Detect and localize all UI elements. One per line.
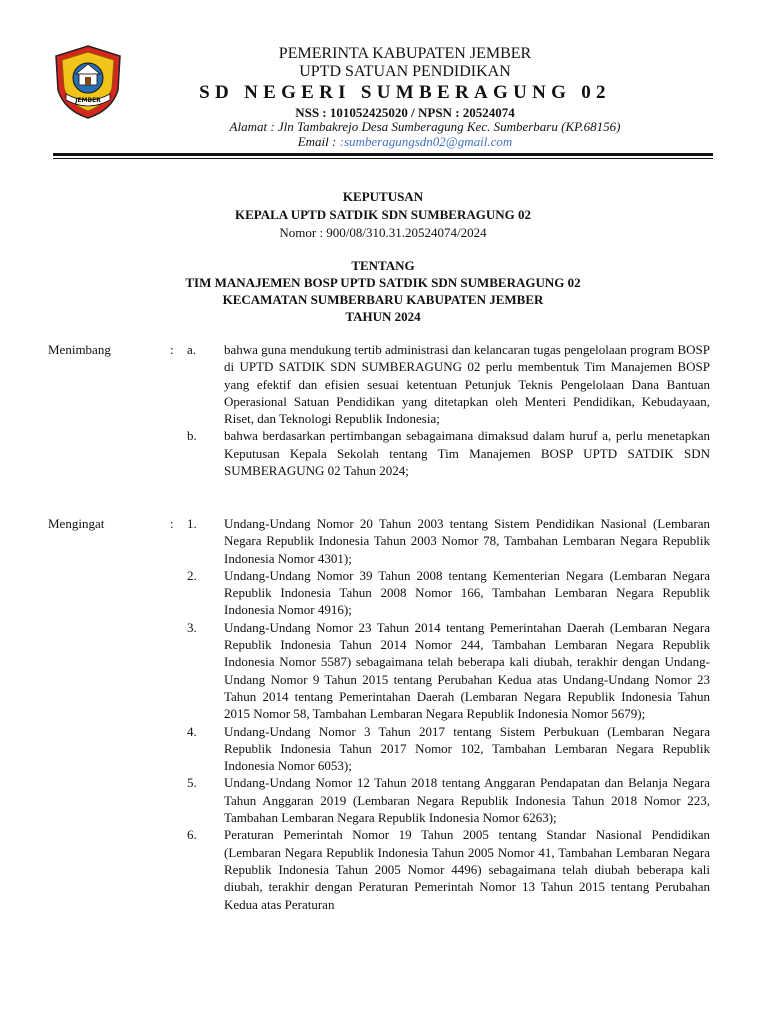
decree-about: TENTANG [351, 258, 415, 273]
item-text: Peraturan Pemerintah Nomor 19 Tahun 2005 tentang Standar Nasional Pendidikan (Lembaran Negara Republik Indonesia Tahun 2005 Nomor 41, Tambahan Lembaran Negara Republik Indonesia Tahun 2005 Nomor 4496) sebagaimana telah diubah beberapa kali diubah, terakhir dengan Peraturan Pemerintah Nomor 13 Tahun 2015 tentang Perubahan Kedua atas Peraturan [224, 827, 710, 912]
item-text: Undang-Undang Nomor 3 Tahun 2017 tentang Sistem Perbukuan (Lembaran Negara Republik Indonesia Tahun 2017 Nomor 102, Tambahan Lembaran Negara Republik Indonesia Nomor 6053); [224, 723, 710, 774]
email-label: Email : [297, 134, 340, 149]
item-marker: 5. [187, 775, 197, 791]
decree-topic-line-1: TIM MANAJEMEN BOSP UPTD SATDIK SDN SUMBERAGUNG 02 [185, 275, 581, 290]
school-email-line [140, 134, 670, 150]
letterhead-unit-line: UPTD SATUAN PENDIDIKAN [299, 63, 511, 80]
school-address: Alamat : Jln Tambakrejo Desa Sumberagung Kec. Sumberbaru (KP.68156) [229, 119, 621, 134]
item-marker: 6. [187, 827, 197, 843]
item-text: Undang-Undang Nomor 20 Tahun 2003 tentang Sistem Pendidikan Nasional (Lembaran Negara Republik Indonesia Tahun 2003 Nomor 78, Tambahan Lembaran Negara Republik Indonesia Nomor 4301); [224, 516, 710, 566]
logo-text: JEMBER [75, 97, 101, 104]
item-text: bahwa guna mendukung tertib administrasi dan kelancaran tugas pengelolaan program BOSP di UPTD SATDIK SDN SUMBERAGUNG 02 perlu membentuk Tim Manajemen BOSP yang efektif dan efisien sesuai ketentuan Petunjuk Teknis Pengelolaan Dana Bantuan Operasional Satuan Pendidikan yang ditetapkan oleh Menteri Pendidikan, Kebudayaan, Riset, dan Teknologi Republik Indonesia; [224, 342, 710, 427]
jember-regency-logo-icon [52, 44, 124, 120]
mengingat-colon: : [170, 516, 174, 531]
decree-subheading: KEPALA UPTD SATDIK SDN SUMBERAGUNG 02 [234, 207, 532, 222]
item-marker: 2. [187, 567, 197, 583]
decree-heading: KEPUTUSAN [342, 189, 424, 204]
item-text: Undang-Undang Nomor 12 Tahun 2018 tentang Anggaran Pendapatan dan Belanja Negara Tahun Anggaran 2019 (Lembaran Negara Republik Indonesia Tahun 2018 Nomor 223, Tambahan Lembaran Negara Republik Indonesia Nomor 6263); [224, 775, 710, 826]
item-text: Undang-Undang Nomor 39 Tahun 2008 tentang Kementerian Negara (Lembaran Negara Republik Indonesia Tahun 2008 Nomor 166, Tambahan Lembaran Negara Republik Indonesia Nomor 4916); [224, 567, 710, 618]
decree-number: Nomor : 900/08/310.31.20524074/2024 [279, 225, 487, 240]
menimbang-item [187, 427, 710, 479]
mengingat-item [187, 826, 710, 912]
mengingat-item [187, 723, 710, 775]
item-text: bahwa berdasarkan pertimbangan sebagaimana dimaksud dalam huruf a, perlu menetapkan Keputusan Kepala Sekolah tentang Tim Manajemen BOSP UPTD SATDIK SDN SUMBERAGUNG 02 Tahun 2024; [224, 428, 710, 479]
letterhead-divider-thin [53, 158, 713, 159]
mengingat-item [187, 774, 710, 826]
item-text: Undang-Undang Nomor 23 Tahun 2014 tentang Pemerintahan Daerah (Lembaran Negara Republik Indonesia Tahun 2014 Nomor 244, Tambahan Lembaran Negara Republik Indonesia Nomor 5587) sebagaimana telah beberapa kali diubah, terakhir dengan Undang-Undang Nomor 9 Tahun 2015 tentang Perubahan Kedua atas Undang-Undang Nomor 23 Tahun 2014 tentang Pemerintahan Daerah (Lembaran Negara Republik Indonesia Tahun 2015 Nomor 58, Tambahan Lembaran Negara Republik Indonesia Nomor 5679); [224, 619, 710, 722]
school-name: SD NEGERI SUMBERAGUNG 02 [199, 82, 611, 103]
mengingat-item [187, 567, 710, 619]
decree-topic-line-3: TAHUN 2024 [345, 309, 421, 324]
email-link[interactable]: :sumberagungsdn02@gmail.com [339, 134, 513, 149]
mengingat-section [48, 515, 710, 913]
item-marker: a. [187, 342, 197, 357]
menimbang-item [187, 341, 710, 427]
mengingat-item [187, 515, 710, 567]
item-marker: 1. [187, 516, 197, 531]
menimbang-section [48, 341, 710, 479]
item-marker: b. [187, 428, 197, 444]
letterhead-divider-thick [53, 153, 713, 156]
school-ids: NSS : 101052425020 / NPSN : 20524074 [295, 105, 515, 120]
item-marker: 4. [187, 723, 197, 739]
mengingat-label: Mengingat [48, 516, 105, 531]
decree-topic-line-2: KECAMATAN SUMBERBARU KABUPATEN JEMBER [222, 292, 544, 307]
menimbang-label: Menimbang [48, 342, 111, 357]
item-marker: 3. [187, 619, 197, 635]
mengingat-item [187, 619, 710, 723]
menimbang-colon: : [170, 342, 174, 357]
letterhead-government-line: PEMERINTA KABUPATEN JEMBER [278, 45, 532, 62]
